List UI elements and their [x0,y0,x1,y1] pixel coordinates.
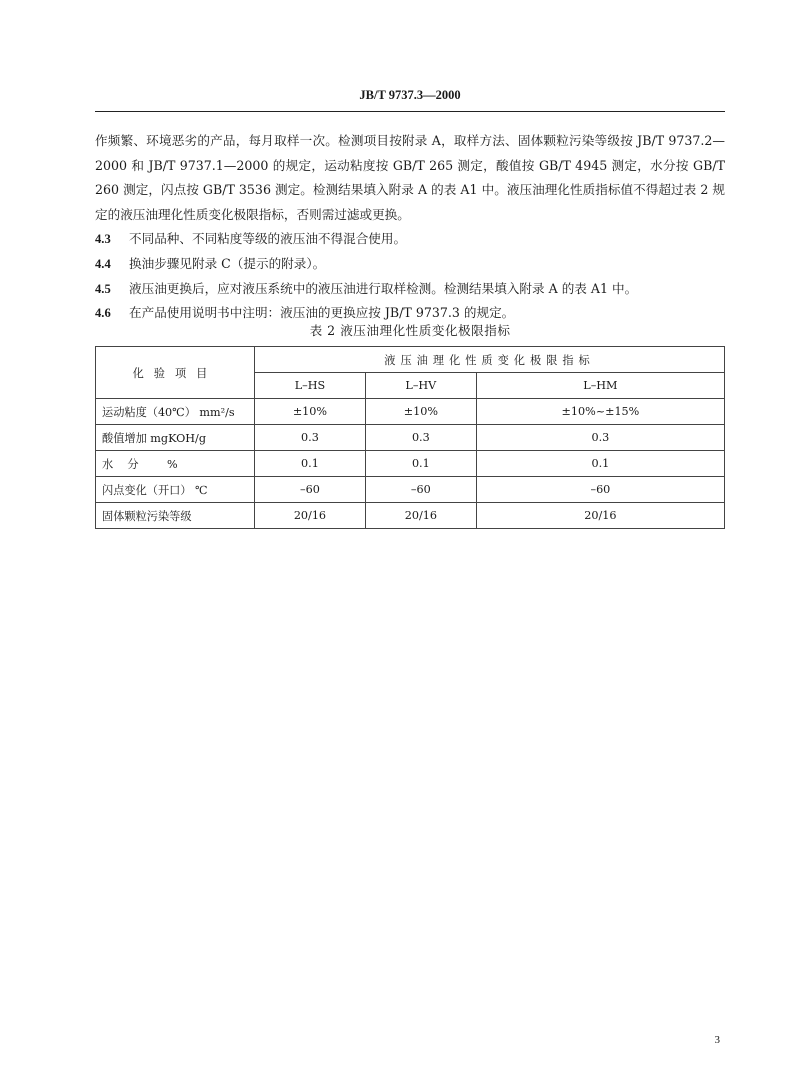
table-cell: 0.1 [476,451,724,477]
clause-number: 4.6 [95,306,111,321]
table-cell: ±10%~±15% [476,399,724,425]
row-label: 运动粘度（40℃） mm²/s [96,399,255,425]
clause-text: 换油步骤见附录 C（提示的附录）。 [129,255,326,271]
clause-number: 4.5 [95,281,111,296]
table-row [96,503,725,529]
header-rule [95,111,725,112]
clause-4-5 [95,277,725,302]
table-cell: 20/16 [476,503,724,529]
page-number: 3 [714,1034,720,1046]
continuation-paragraph: 作频繁、环境恶劣的产品，每月取样一次。检测项目按附录 A，取样方法、固体颗粒污染等级按 JB/T 9737.2—2000 和 JB/T 9737.1—2000 的规定，运动粘度按 GB/T 265 测定，酸值按 GB/T 4945 测定，水分按 GB/T 260 测定，闪点按 GB/T 3536 测定。检测结果填入附录 A 的表 A1 中。液压油理化性质指标值不得超过表 2 规定的液压油理化性质变化极限指标，否则需过滤或更换。 [95,133,725,222]
clause-4-4 [95,252,725,277]
row-label: 酸值增加 mgKOH/g [96,425,255,451]
row-label: 水 分 % [96,451,255,477]
table-header-row [96,347,725,373]
row-label: 固体颗粒污染等级 [96,503,255,529]
clause-text: 液压油更换后，应对液压系统中的液压油进行取样检测。检测结果填入附录 A 的表 A1 中。 [129,280,638,296]
table-cell: 0.1 [365,451,476,477]
table-cell: ±10% [255,399,366,425]
table-cell: ±10% [365,399,476,425]
column-header-hs: L–HS [255,373,366,399]
clause-text: 在产品使用说明书中注明：液压油的更换应按 JB/T 9737.3 的规定。 [129,305,515,321]
clause-number: 4.4 [95,256,111,271]
table-row [96,477,725,503]
row-label: 闪点变化（开口） ℃ [96,477,255,503]
table-caption: 表 2 液压油理化性质变化极限指标 [309,323,511,338]
clause-4-3 [95,227,725,252]
table-row [96,425,725,451]
clause-text: 不同品种、不同粘度等级的液压油不得混合使用。 [129,231,407,247]
body-text [95,129,725,326]
column-header-hm: L–HM [476,373,724,399]
clause-number: 4.3 [95,232,111,247]
table-cell: 0.3 [255,425,366,451]
table-cell: 0.1 [255,451,366,477]
table-cell: –60 [365,477,476,503]
table-cell: 0.3 [476,425,724,451]
table-cell: –60 [255,477,366,503]
table-row [96,399,725,425]
table-row [96,451,725,477]
table-cell: 0.3 [365,425,476,451]
column-header-hv: L–HV [365,373,476,399]
limits-group-header: 液压油理化性质变化极限指标 [255,347,725,373]
table-cell: –60 [476,477,724,503]
limits-table [95,346,725,529]
table-cell: 20/16 [255,503,366,529]
standard-header: JB/T 9737.3—2000 [359,88,461,102]
table-cell: 20/16 [365,503,476,529]
item-column-header: 化验项目 [96,347,255,399]
